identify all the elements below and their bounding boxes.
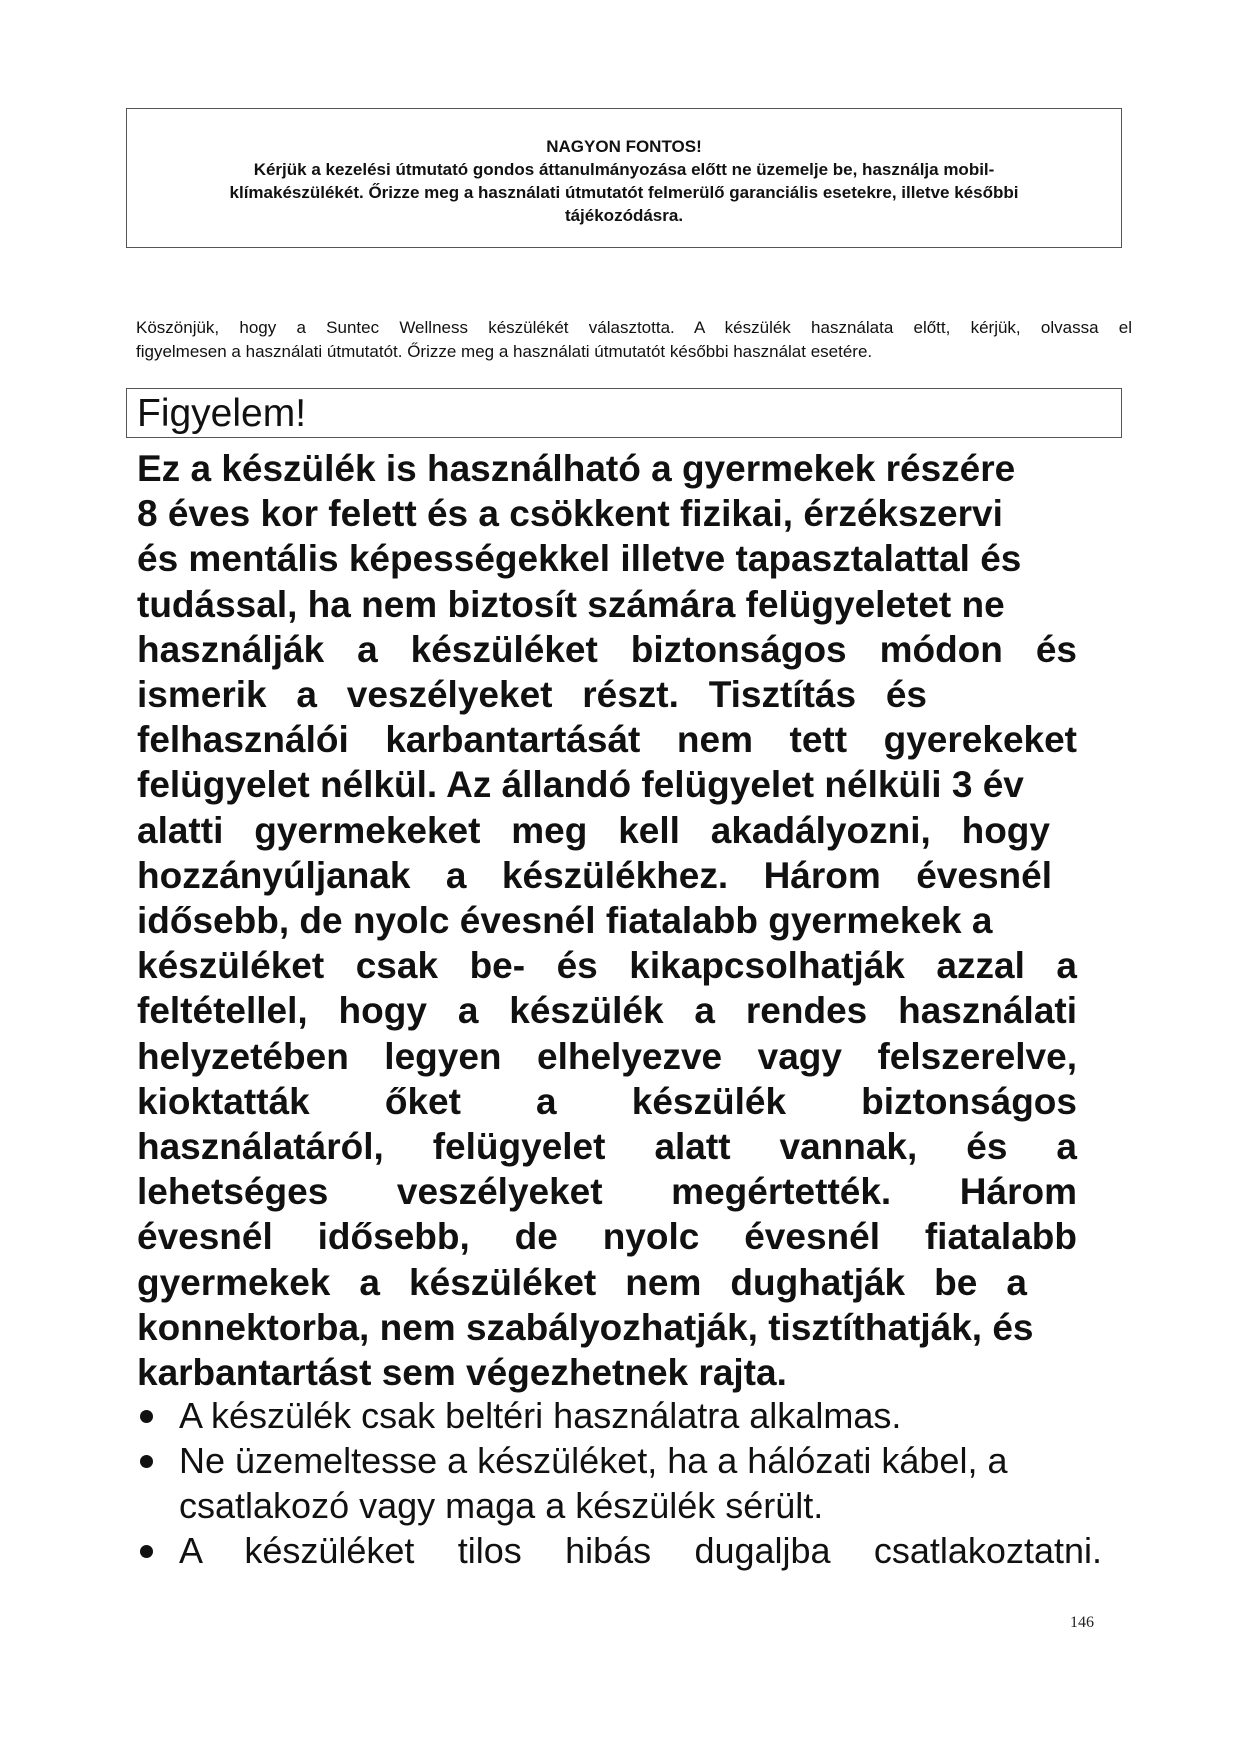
notice-line: tájékozódásra. [564, 206, 684, 225]
warning-text-line: helyzetében legyen elhelyezve vagy felszerelve, [137, 1035, 1077, 1077]
warning-text-line: lehetséges veszélyeket megértették. Három [137, 1171, 1077, 1213]
safety-warning-paragraph [137, 446, 1077, 1395]
bullet-text: A készülék csak beltéri használatra alkalmas. [179, 1395, 902, 1436]
warning-text-line: gyermekek a készüléket nem dughatják be a [137, 1261, 1027, 1303]
warning-text-line: tudással, ha nem biztosít számára felügyeletet ne [137, 583, 1005, 625]
page-number: 146 [1070, 1614, 1094, 1631]
warning-text-line: ismerik a veszélyeket részt. Tisztítás és [137, 674, 927, 716]
warning-text-line: felügyelet nélkül. Az állandó felügyelet nélküli 3 év [137, 764, 1024, 806]
warning-text-line: konnektorba, nem szabályozhatják, tisztíthatják, és [137, 1306, 1034, 1348]
warning-text-line: feltétellel, hogy a készülék a rendes használati [137, 990, 1077, 1032]
notice-line: klímakészülékét. Őrizze meg a használati útmutatót felmerülő garanciális esetekre, illetve későbbi [229, 183, 1019, 202]
warning-heading-box [126, 388, 1122, 438]
list-item [137, 1528, 1102, 1573]
important-notice-box [126, 108, 1122, 248]
safety-bullet-list [137, 1393, 1102, 1573]
warning-text-line: alatti gyermekeket meg kell akadályozni, hogy [137, 809, 1050, 851]
warning-text-line: készüléket csak be- és kikapcsolhatják azzal a [137, 945, 1077, 987]
warning-text-line: évesnél idősebb, de nyolc évesnél fiatalabb [137, 1216, 1077, 1258]
warning-text-line: felhasználói karbantartását nem tett gyerekeket [137, 719, 1077, 761]
warning-text-line: Ez a készülék is használható a gyermekek részére [137, 448, 1016, 489]
intro-line: figyelmesen a használati útmutatót. Őrizze meg a használati útmutatót későbbi használat esetére. [136, 342, 873, 361]
intro-line: Köszönjük, hogy a Suntec Wellness készülékét választotta. A készülék használata előtt, kérjük, olvassa el [136, 318, 1132, 337]
warning-text-line: karbantartást sem végezhetnek rajta. [137, 1352, 787, 1394]
warning-text-line: és mentális képességekkel illetve tapasztalattal és [137, 538, 1022, 580]
warning-text-line: használják a készüléket biztonságos módon és [137, 628, 1077, 670]
intro-paragraph [136, 316, 1132, 364]
list-item [137, 1438, 1102, 1528]
warning-text-line: hozzányúljanak a készülékhez. Három évesnél [137, 854, 1052, 896]
warning-text-line: 8 éves kor felett és a csökkent fizikai, érzékszervi [137, 493, 1003, 535]
notice-line: Kérjük a kezelési útmutató gondos áttanulmányozása előtt ne üzemelje be, használja mobil- [253, 160, 995, 179]
warning-text-line: használatáról, felügyelet alatt vannak, és a [137, 1126, 1077, 1168]
bullet-text: csatlakozó vagy maga a készülék sérült. [179, 1485, 824, 1526]
notice-title: NAGYON FONTOS! [546, 137, 702, 156]
list-item [137, 1393, 1102, 1438]
bullet-dot-icon [140, 1545, 153, 1558]
warning-text-line: kioktatták őket a készülék biztonságos [137, 1080, 1077, 1122]
warning-text-line: idősebb, de nyolc évesnél fiatalabb gyermekek a [137, 900, 993, 942]
bullet-text: Ne üzemeltesse a készüléket, ha a hálózati kábel, a [179, 1440, 1008, 1481]
bullet-dot-icon [140, 1455, 153, 1468]
bullet-text: A készüléket tilos hibás dugaljba csatlakoztatni. [179, 1530, 1102, 1571]
bullet-dot-icon [140, 1410, 153, 1423]
warning-title: Figyelem! [137, 392, 307, 435]
